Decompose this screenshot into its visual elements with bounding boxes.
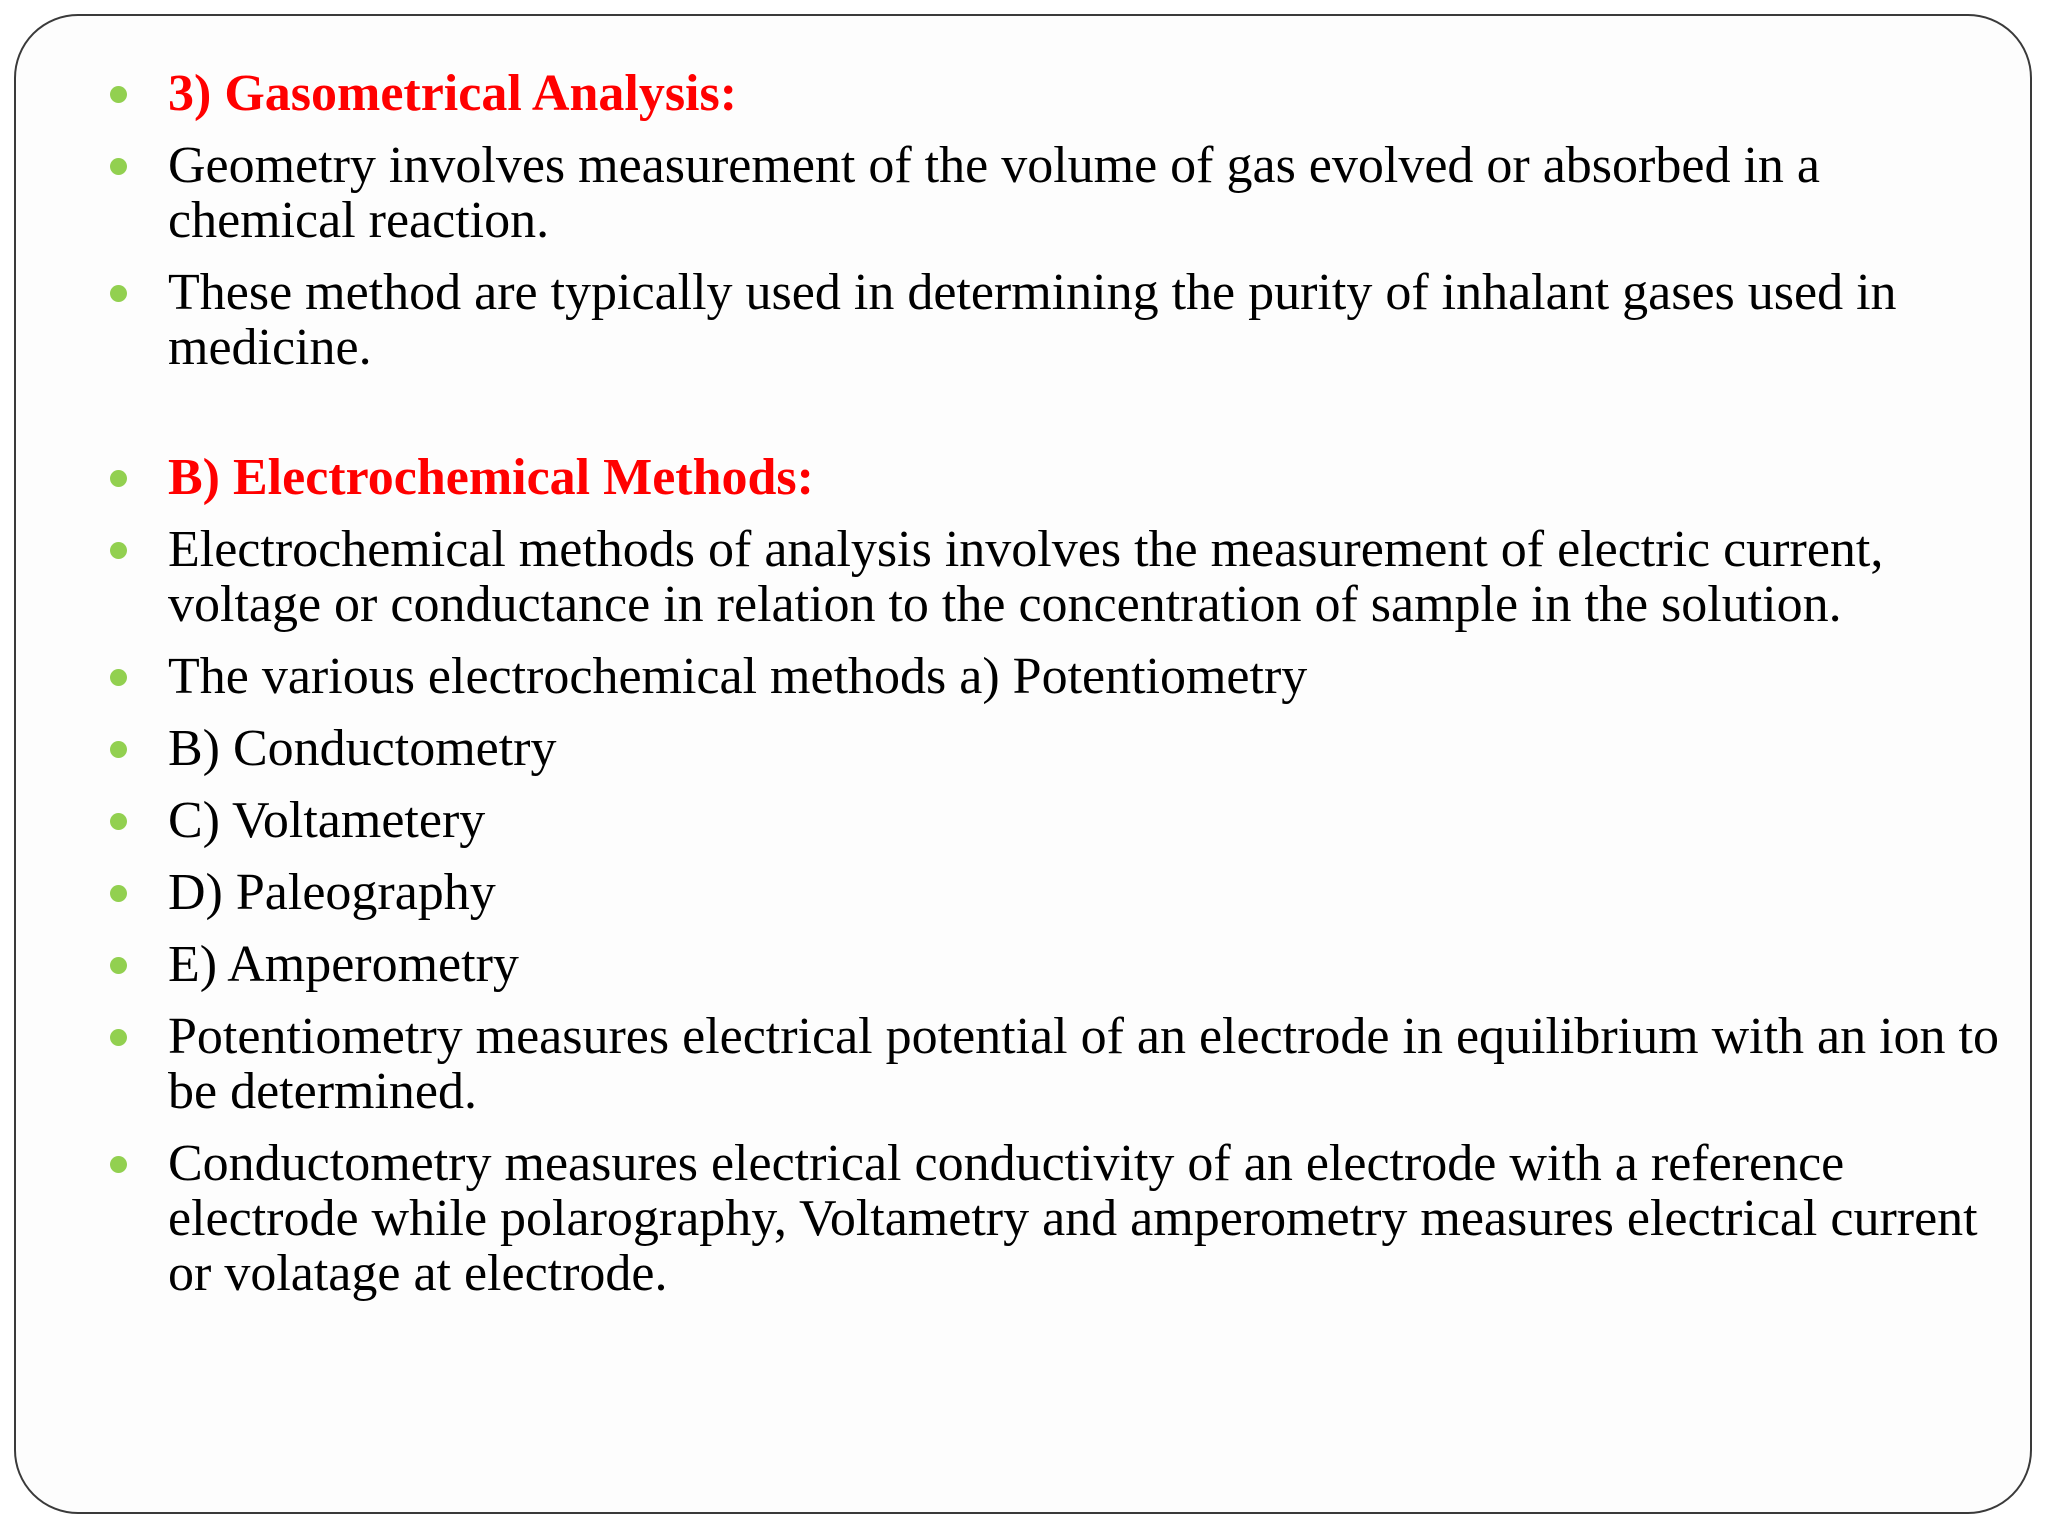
section-heading-text: B) Electrochemical Methods:	[168, 449, 814, 506]
bullet-text: D) Paleography	[168, 864, 496, 921]
bullet-item	[106, 793, 2006, 848]
bullet-list	[106, 66, 2006, 1318]
bullet-item	[106, 1136, 2006, 1301]
bullet-item	[106, 865, 2006, 920]
bullet-item	[106, 138, 2006, 248]
bullet-dot-icon	[110, 813, 127, 830]
bullet-item	[106, 522, 2006, 632]
section-spacer	[106, 392, 2006, 450]
bullet-dot-icon	[110, 957, 127, 974]
bullet-text: Potentiometry measures electrical potential of an electrode in equilibrium with an ion to be determined.	[168, 1008, 1999, 1120]
bullet-text: These method are typically used in determining the purity of inhalant gases used in medicine.	[168, 264, 1897, 376]
bullet-item	[106, 721, 2006, 776]
bullet-dot-icon	[110, 158, 127, 175]
bullet-item	[106, 649, 2006, 704]
bullet-dot-icon	[110, 741, 127, 758]
bullet-heading-gasometrical	[106, 66, 2006, 121]
bullet-dot-icon	[110, 885, 127, 902]
bullet-text: Geometry involves measurement of the volume of gas evolved or absorbed in a chemical reaction.	[168, 137, 1820, 249]
bullet-dot-icon	[110, 470, 127, 487]
bullet-item	[106, 265, 2006, 375]
bullet-dot-icon	[110, 285, 127, 302]
bullet-dot-icon	[110, 86, 127, 103]
bullet-heading-electrochemical	[106, 450, 2006, 505]
bullet-dot-icon	[110, 1156, 127, 1173]
bullet-text: C) Voltametery	[168, 792, 486, 849]
bullet-item	[106, 1009, 2006, 1119]
bullet-dot-icon	[110, 542, 127, 559]
section-heading-text: 3) Gasometrical Analysis:	[168, 65, 738, 122]
bullet-text: Electrochemical methods of analysis involves the measurement of electric current, voltage or conductance in relation to the concentration of sample in the solution.	[168, 521, 1884, 633]
bullet-text: The various electrochemical methods a) Potentiometry	[168, 648, 1308, 705]
bullet-text: B) Conductometry	[168, 720, 557, 777]
bullet-dot-icon	[110, 669, 127, 686]
bullet-dot-icon	[110, 1029, 127, 1046]
slide-frame	[14, 14, 2032, 1514]
bullet-text: E) Amperometry	[168, 936, 519, 993]
bullet-item	[106, 937, 2006, 992]
bullet-text: Conductometry measures electrical conductivity of an electrode with a reference electrode while polarography, Voltametry and amperometry measures electrical current or volatage at electrode.	[168, 1135, 1978, 1302]
